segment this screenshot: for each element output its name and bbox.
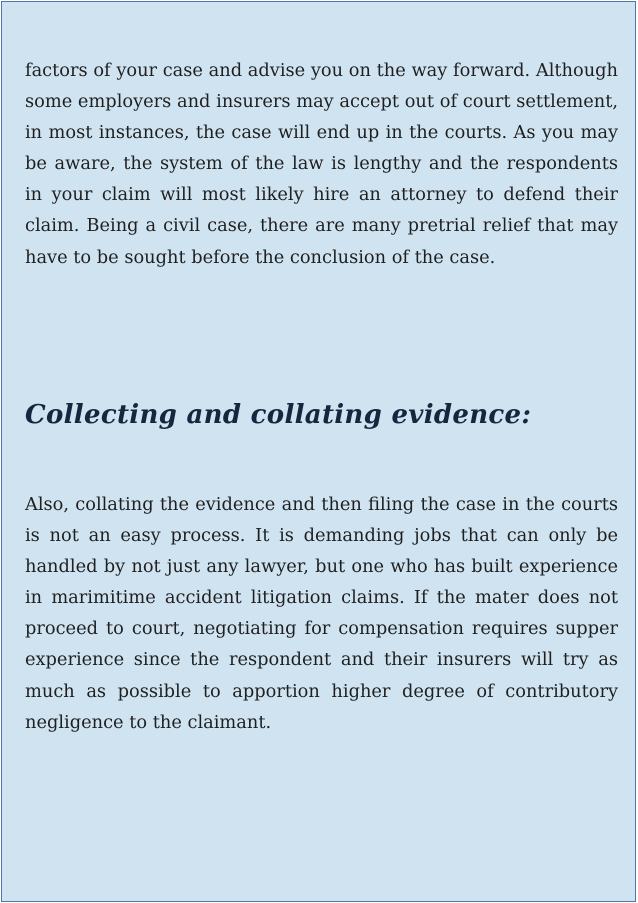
document-page (1, 1, 636, 902)
body-paragraph-2: Also, collating the evidence and then filing the case in the courts is not an easy process. It is demanding jobs that can only be handled by not just any lawyer, but one who has built experience in marimitime accident litigation claims. If the mater does not proceed to court, negotiating for compensation requires supper experience since the respondent and their insurers will try as much as possible to apportion higher degree of contributory negligence to the claimant. (25, 494, 618, 733)
body-paragraph-1: factors of your case and advise you on the way forward. Although some employers and insurers may accept out of court settlement, in most instances, the case will end up in the courts. As you may be aware, the system of the law is lengthy and the respondents in your claim will most likely hire an attorney to defend their claim. Being a civil case, there are many pretrial relief that may have to be sought before the conclusion of the case. (25, 60, 618, 268)
section-heading: Collecting and collating evidence: (25, 400, 532, 430)
